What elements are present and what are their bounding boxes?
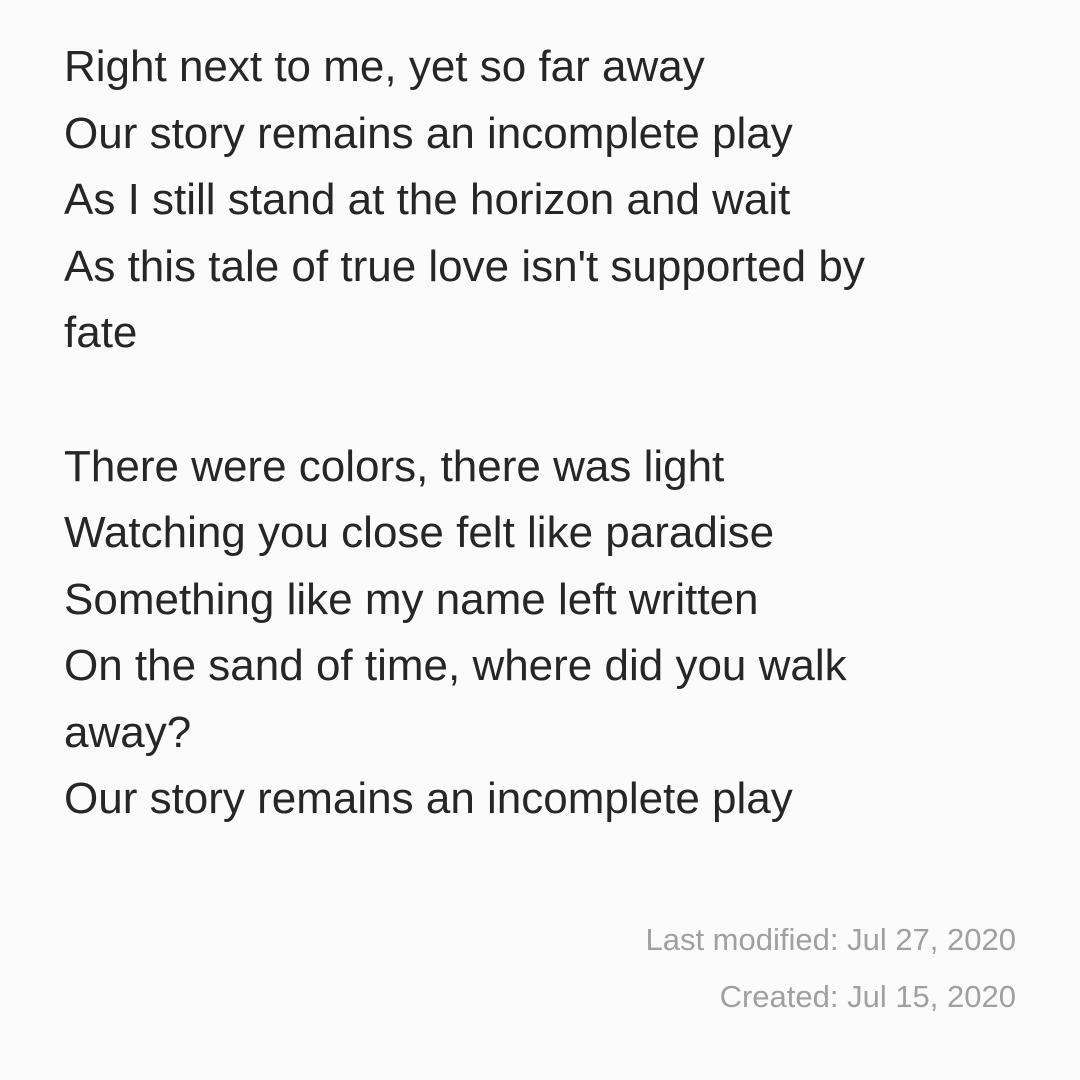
- stanza-divider: [64, 367, 1024, 434]
- note-line: Our story remains an incomplete play: [64, 108, 793, 158]
- note-body-text[interactable]: [64, 34, 1024, 833]
- note-line: Our story remains an incomplete play: [64, 774, 793, 823]
- note-line: There were colors, there was light: [64, 441, 725, 491]
- note-line: On the sand of time, where did you walk: [64, 641, 847, 690]
- note-line: Watching you close felt like paradise: [64, 508, 775, 557]
- note-line: away?: [64, 707, 192, 757]
- note-line: fate: [64, 308, 138, 357]
- created-date: Created: Jul 15, 2020: [719, 979, 1016, 1014]
- note-line: As this tale of true love isn't supported by: [64, 241, 865, 291]
- last-modified-date: Last modified: Jul 27, 2020: [645, 922, 1016, 957]
- note-line: Something like my name left written: [64, 574, 759, 624]
- note-line: As I still stand at the horizon and wait: [64, 175, 791, 224]
- note-line: Right next to me, yet so far away: [64, 42, 705, 91]
